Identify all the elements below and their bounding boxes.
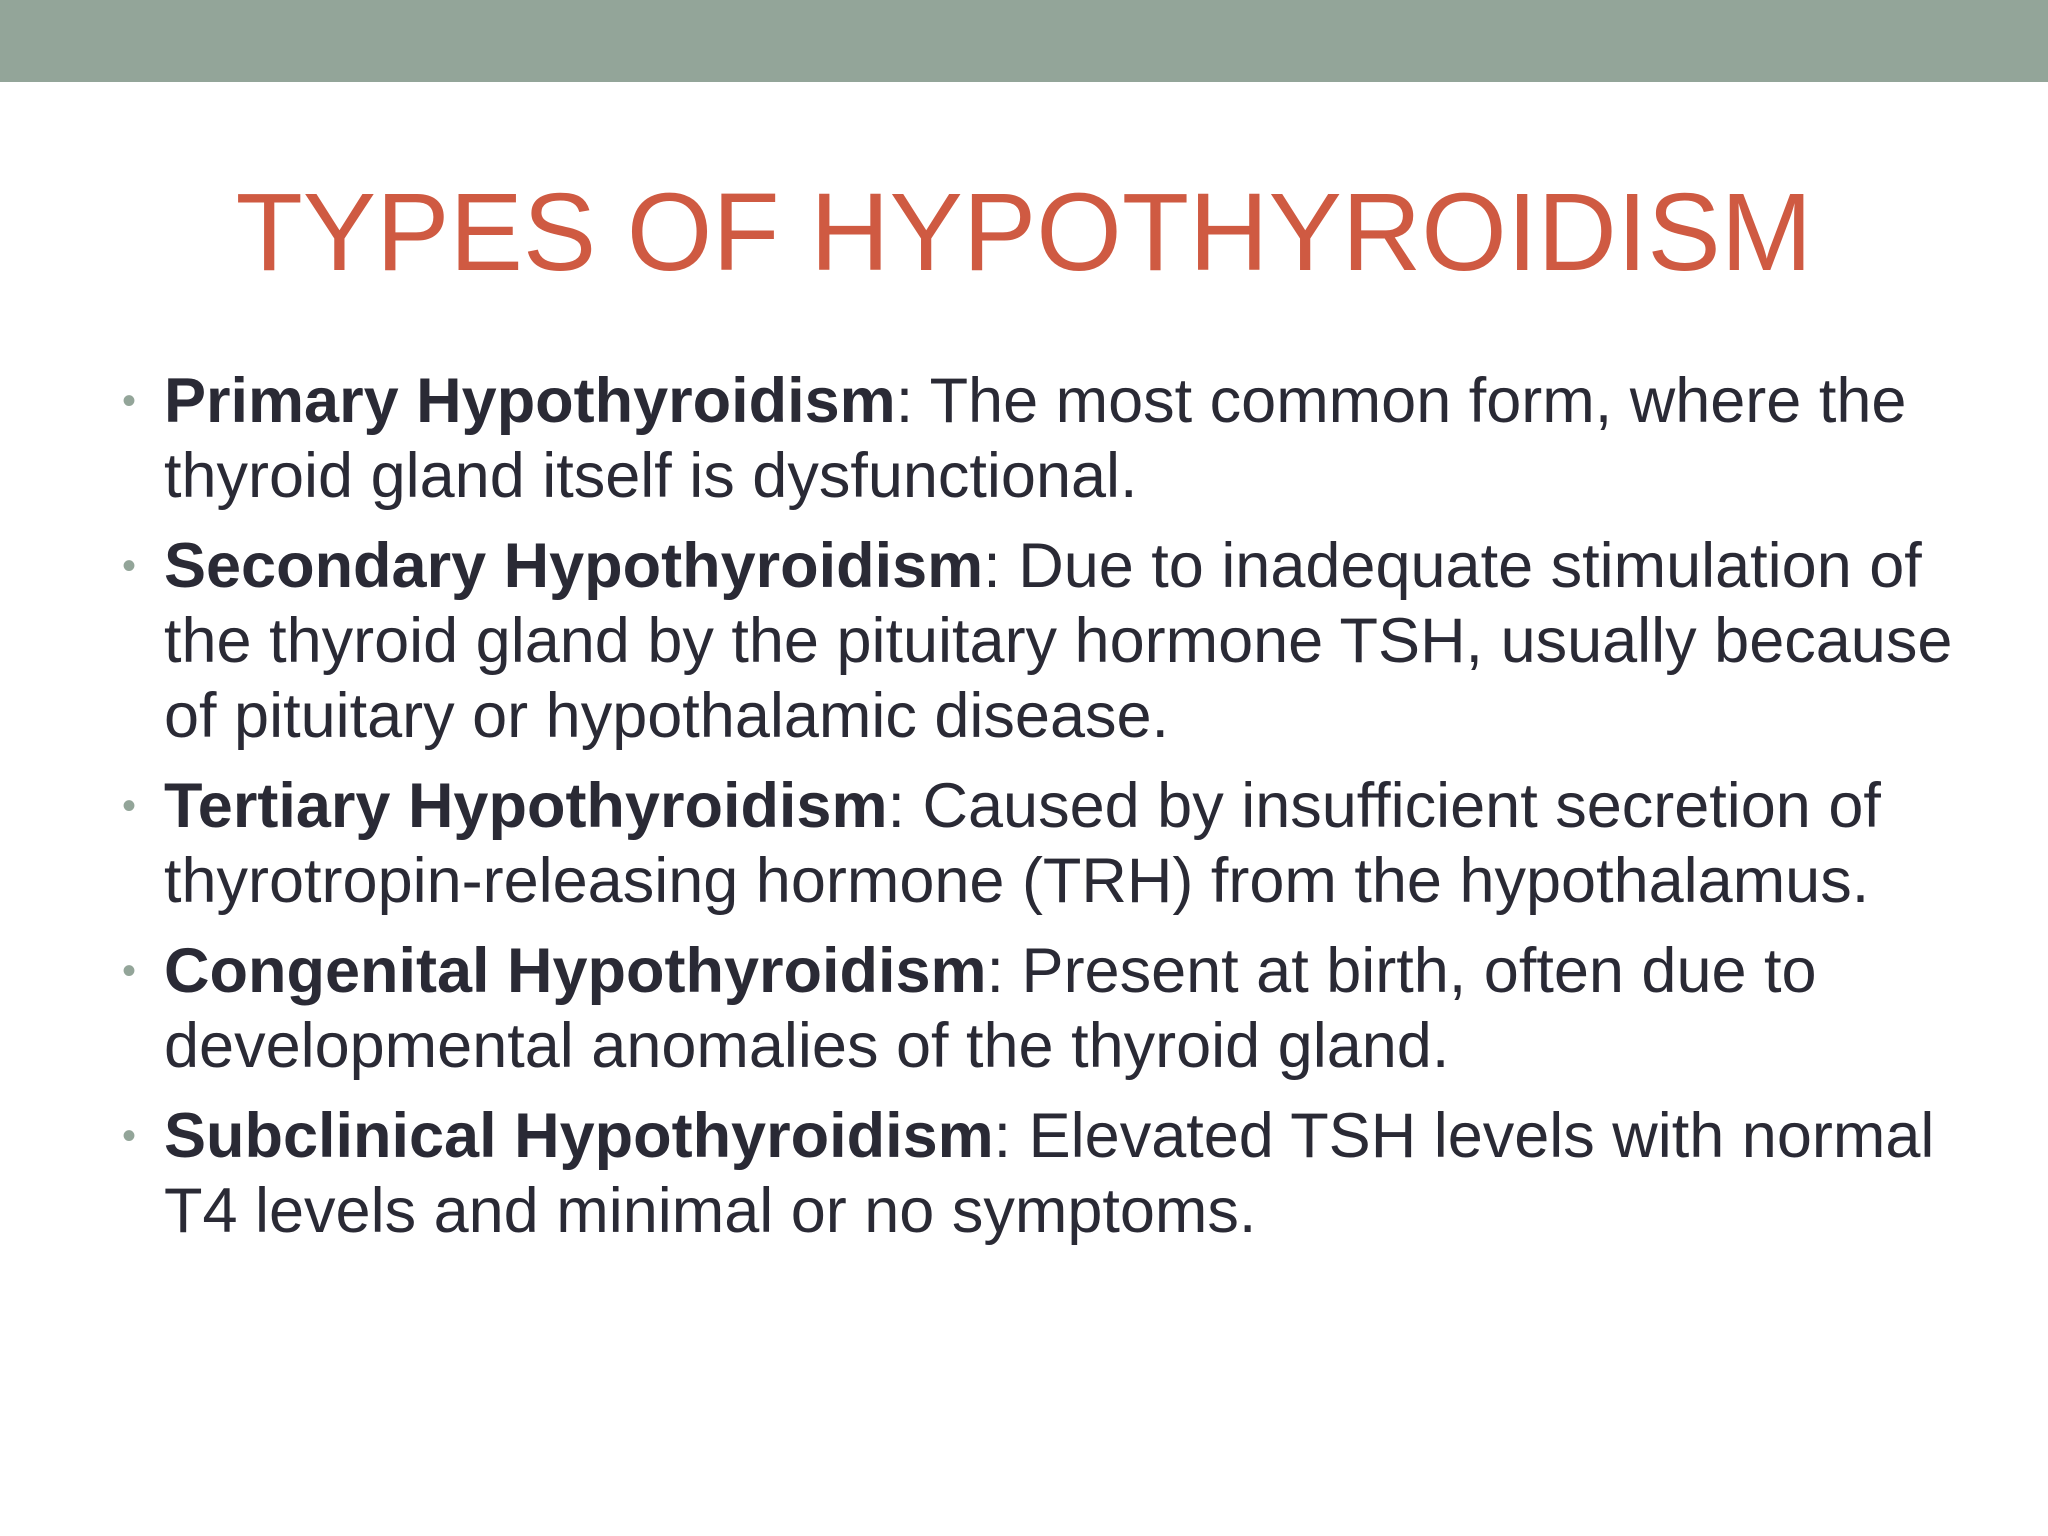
list-item xyxy=(122,934,2022,1084)
slide-title: TYPES OF HYPOTHYROIDISM xyxy=(235,171,1813,294)
bullet-term: Congenital Hypothyroidism xyxy=(164,936,987,1006)
bullet-list xyxy=(122,364,2022,1264)
bullet-icon: • xyxy=(122,784,137,828)
bullet-icon: • xyxy=(122,544,137,588)
bullet-term: Primary Hypothyroidism xyxy=(164,366,896,436)
bullet-term: Tertiary Hypothyroidism xyxy=(164,771,888,841)
bullet-description: : The most common form, where the thyroid gland itself is dysfunctional. xyxy=(164,366,1907,511)
bullet-icon: • xyxy=(122,379,137,423)
list-item xyxy=(122,769,2022,919)
list-item xyxy=(122,529,2022,754)
bullet-term: Secondary Hypothyroidism xyxy=(164,531,984,601)
bullet-description: : Present at birth, often due to developmental anomalies of the thyroid gland. xyxy=(164,936,1817,1081)
list-item xyxy=(122,1099,2022,1249)
bullet-description: : Caused by insufficient secretion of thyrotropin-releasing hormone (TRH) from the hypothalamus. xyxy=(164,771,1881,916)
bullet-icon: • xyxy=(122,1114,137,1158)
bullet-term: Subclinical Hypothyroidism xyxy=(164,1101,994,1171)
top-accent-band xyxy=(0,0,2048,82)
list-item xyxy=(122,364,2022,514)
bullet-description: : Due to inadequate stimulation of the thyroid gland by the pituitary hormone TSH, usually because of pituitary or hypothalamic disease. xyxy=(164,531,1953,751)
bullet-description: : Elevated TSH levels with normal T4 levels and minimal or no symptoms. xyxy=(164,1101,1935,1246)
bullet-icon: • xyxy=(122,949,137,993)
